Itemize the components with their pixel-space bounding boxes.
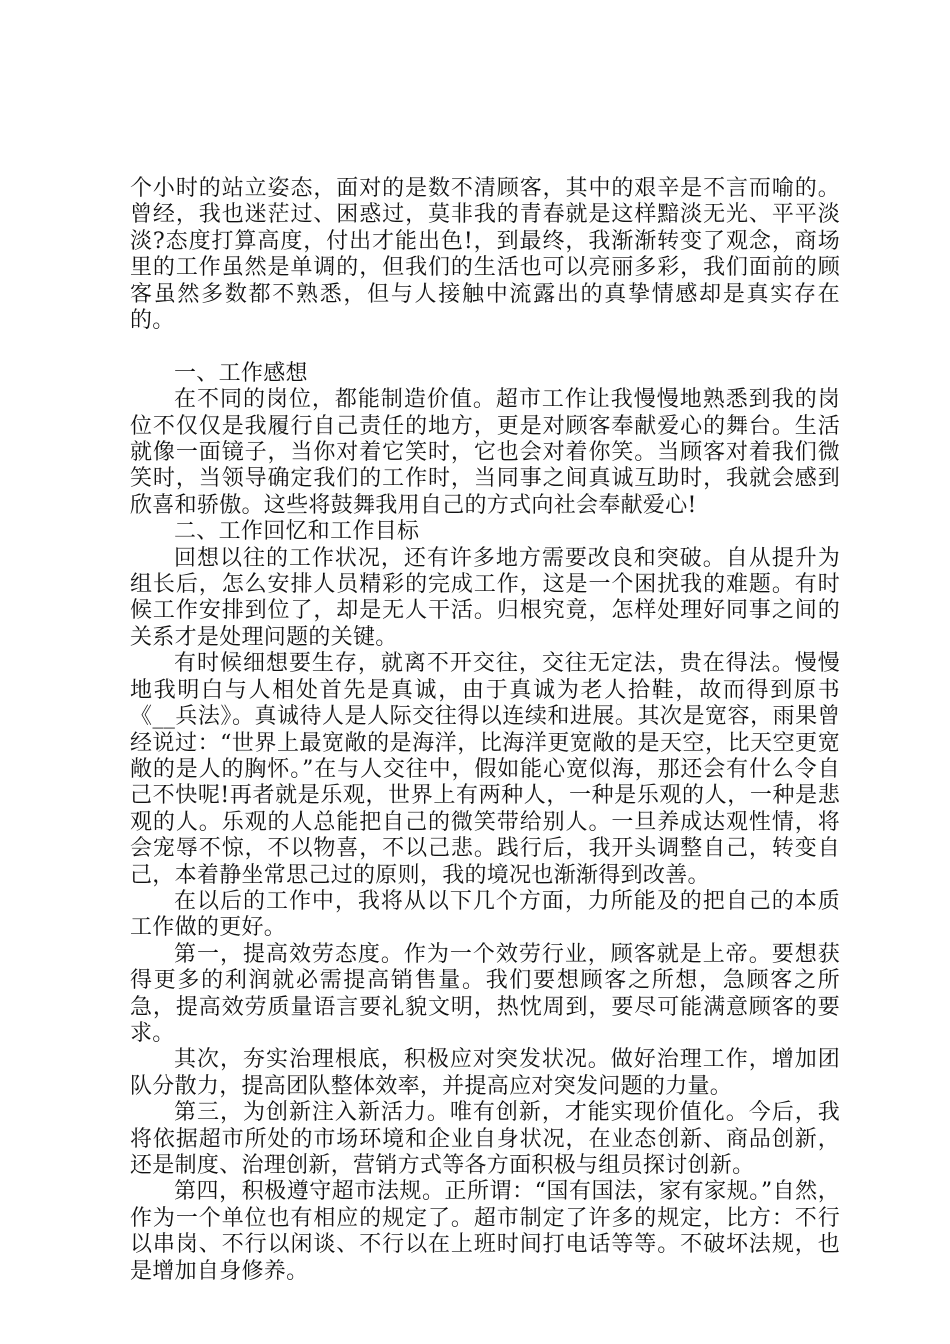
section2-paragraph-1: 回想以往的工作状况，还有许多地方需要改良和突破。自从提升为组长后，怎么安排人员精彩的完成工作，这是一个困扰我的难题。有时候工作安排到位了，却是无人干活。归根究竟，怎样处理好同事之间的关系才是处理问题的关键。 xyxy=(130,545,840,650)
point-2-paragraph: 其次，夯实治理根底，积极应对突发状况。做好治理工作，增加团队分散力，提高团队整体效率，并提高应对突发问题的力量。 xyxy=(130,1047,840,1099)
point-4-paragraph: 第四，积极遵守超市法规。正所谓：“国有国法，家有家规。”自然，作为一个单位也有相应的规定了。超市制定了许多的规定，比方：不行以串岗、不行以闲谈、不行以在上班时间打电话等等。不破坏法规，也是增加自身修养。 xyxy=(130,1179,840,1284)
document-body xyxy=(130,176,840,1285)
section2-paragraph-3: 在以后的工作中，我将从以下几个方面，力所能及的把自己的本质工作做的更好。 xyxy=(130,888,840,941)
paragraph-gap xyxy=(130,334,840,360)
point-3-paragraph: 第三，为创新注入新活力。唯有创新，才能实现价值化。今后，我将依据超市所处的市场环境和企业自身状况，在业态创新、商品创新，还是制度、治理创新，营销方式等各方面积极与组员探讨创新。 xyxy=(130,1100,840,1179)
section1-paragraph: 在不同的岗位，都能制造价值。超市工作让我慢慢地熟悉到我的岗位不仅仅是我履行自己责任的地方，更是对顾客奉献爱心的舞台。生活就像一面镜子，当你对着它笑时，它也会对着你笑。当顾客对着我们微笑时，当领导确定我们的工作时，当同事之间真诚互助时，我就会感到欣喜和骄傲。这些将鼓舞我用自己的方式向社会奉献爱心! xyxy=(130,387,840,518)
section-heading-review-and-goals: 二、工作回忆和工作目标 xyxy=(174,519,420,545)
section2-paragraph-2: 有时候细想要生存，就离不开交往，交往无定法，贵在得法。慢慢地我明白与人相处首先是真诚，由于真诚为老人拾鞋，故而得到原书《__兵法》。真诚待人是人际交往得以连续和进展。其次是宽容，雨果曾经说过：“世界上最宽敞的是海洋，比海洋更宽敞的是天空，比天空更宽敞的是人的胸怀。”在与人交往中，假如能心宽似海，那还会有什么令自己不快呢!再者就是乐观，世界上有两种人，一种是乐观的人，一种是悲观的人。乐观的人总能把自己的微笑带给别人。一旦养成达观性情，将会宠辱不惊，不以物喜，不以己悲。践行后，我开头调整自己，转变自己，本着静坐常思己过的原则，我的境况也渐渐得到改善。 xyxy=(130,651,840,888)
section-heading-work-thoughts: 一、工作感想 xyxy=(174,360,308,386)
point-1-paragraph: 第一，提高效劳态度。作为一个效劳行业，顾客就是上帝。要想获得更多的利润就必需提高销售量。我们要想顾客之所想，急顾客之所急，提高效劳质量语言要礼貌文明，热忱周到，要尽可能满意顾客的要求。 xyxy=(130,941,840,1046)
intro-paragraph: 个小时的站立姿态，面对的是数不清顾客，其中的艰辛是不言而喻的。曾经，我也迷茫过、困惑过，莫非我的青春就是这样黯淡无光、平平淡淡?态度打算高度，付出才能出色!，到最终，我渐渐转变了观念，商场里的工作虽然是单调的，但我们的生活也可以亮丽多彩，我们面前的顾客虽然多数都不熟悉，但与人接触中流露出的真挚情感却是真实存在的。 xyxy=(130,176,840,334)
